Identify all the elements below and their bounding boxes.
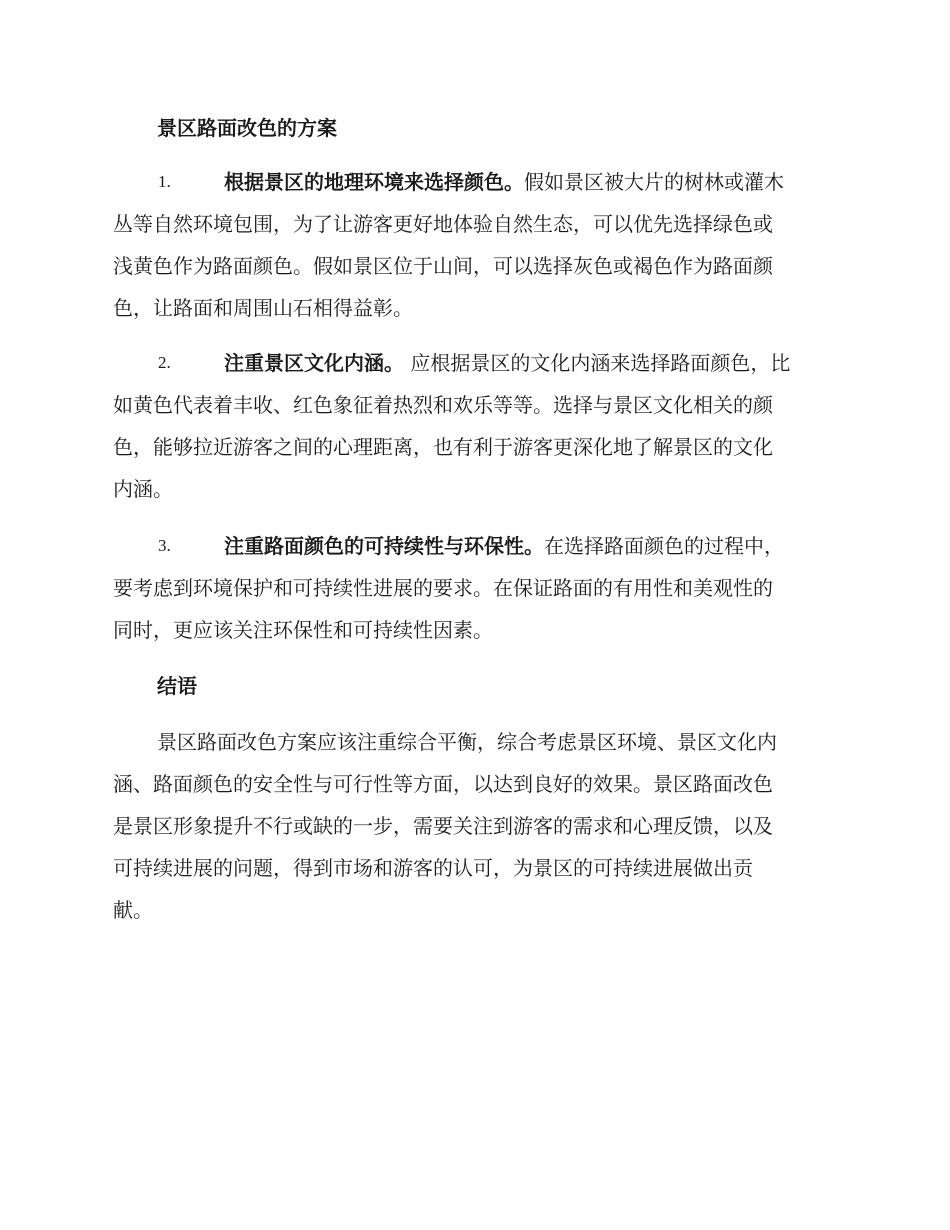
item-text: 在选择路面颜色的过程中， [544, 534, 784, 558]
conclusion-line: 景区路面改色方案应该注重综合平衡，综合考虑景区环境、景区文化内 [157, 730, 777, 754]
conclusion-line: 献。 [113, 898, 153, 922]
item-lead-bold: 注重景区文化内涵。 [224, 351, 404, 375]
item-text-line: 色，能够拉近游客之间的心理距离，也有利于游客更深化地了解景区的文化 [113, 435, 773, 459]
item-text-line: 浅黄色作为路面颜色。假如景区位于山间，可以选择灰色或褐色作为路面颜 [113, 254, 773, 278]
item-lead-bold: 根据景区的地理环境来选择颜色。 [224, 170, 524, 194]
item-number: 2. [158, 353, 171, 372]
item-text-line: 内涵。 [113, 477, 173, 501]
conclusion-line: 是景区形象提升不行或缺的一步，需要关注到游客的需求和心理反馈，以及 [113, 814, 773, 838]
numbered-item-2 [113, 342, 843, 510]
item-text: 假如景区被大片的树林或灌木 [524, 170, 784, 194]
item-text: 应根据景区的文化内涵来选择路面颜色，比 [404, 351, 791, 375]
numbered-item-1 [113, 161, 843, 329]
item-first-line [113, 525, 843, 567]
conclusion-line: 可持续进展的问题，得到市场和游客的认可，为景区的可持续进展做出贡 [113, 856, 753, 880]
item-text-line: 如黄色代表着丰收、红色象征着热烈和欢乐等等。选择与景区文化相关的颜 [113, 393, 773, 417]
item-number: 1. [158, 172, 171, 191]
item-text-line: 丛等自然环境包围，为了让游客更好地体验自然生态，可以优先选择绿色或 [113, 212, 773, 236]
item-number: 3. [158, 536, 171, 555]
conclusion-line: 涵、路面颜色的安全性与可行性等方面，以达到良好的效果。景区路面改色 [113, 772, 773, 796]
item-text-line: 同时，更应该关注环保性和可持续性因素。 [113, 618, 493, 642]
document-title: 景区路面改色的方案 [157, 116, 337, 140]
item-lead-bold: 注重路面颜色的可持续性与环保性。 [224, 534, 544, 558]
conclusion-heading: 结语 [157, 674, 197, 698]
item-text-line: 要考虑到环境保护和可持续性进展的要求。在保证路面的有用性和美观性的 [113, 576, 773, 600]
conclusion-paragraph [113, 721, 843, 931]
numbered-item-3 [113, 525, 843, 651]
item-text-line: 色，让路面和周围山石相得益彰。 [113, 296, 413, 320]
item-first-line [113, 161, 843, 203]
item-first-line [113, 342, 843, 384]
